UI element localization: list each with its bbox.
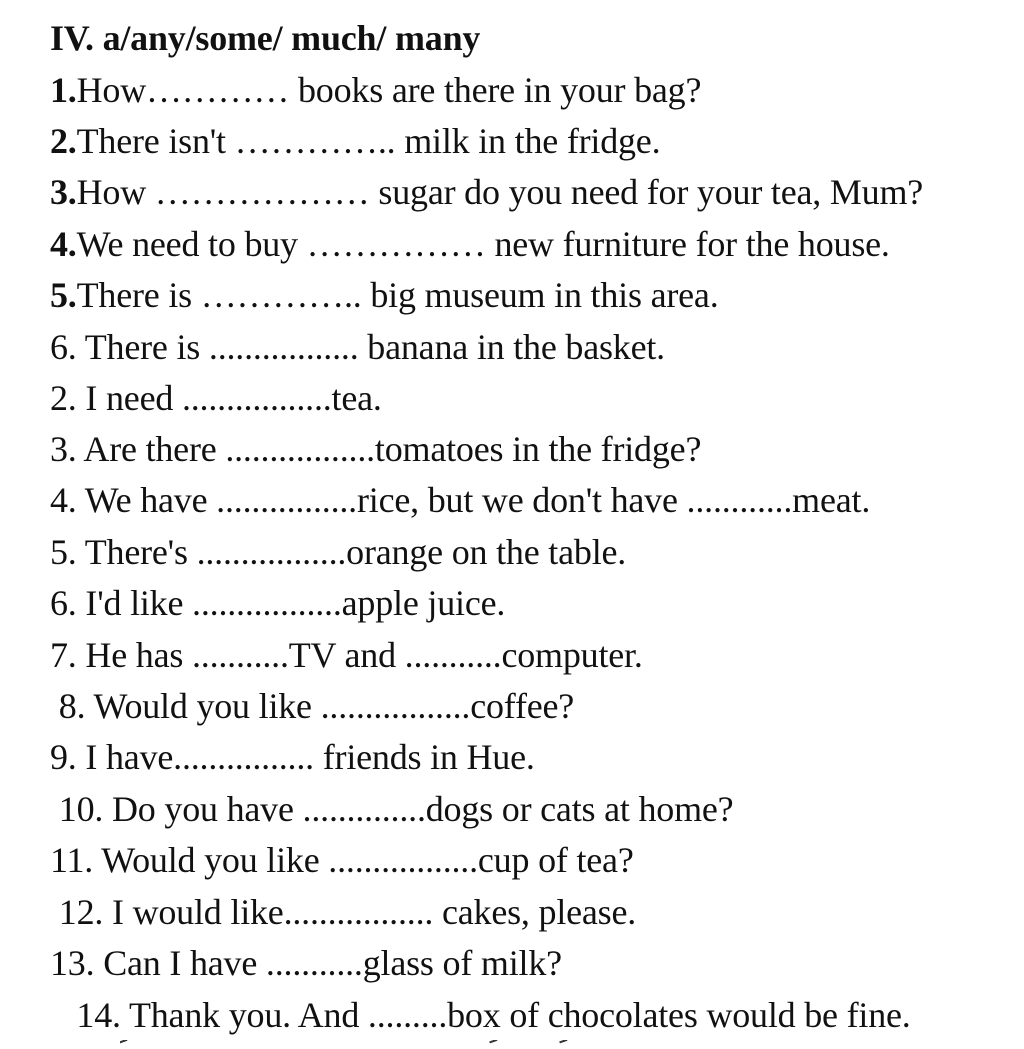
question-item: 3. Are there .................tomatoes in the fridge? [50, 429, 702, 469]
question-number: 2. [50, 121, 77, 161]
question-item [50, 68, 701, 112]
question-item: 5. There's .................orange on the table. [50, 532, 627, 572]
question-number: 4. [50, 224, 77, 264]
question-item: 6. There is ................. banana in the basket. [50, 327, 665, 367]
question-item [50, 119, 660, 163]
question-item: 14. Thank you. And .........box of chocolates would be fine. [50, 995, 911, 1035]
question-item: 13. Can I have ...........glass of milk? [50, 943, 562, 983]
question-text: There is ………….. big museum in this area. [76, 275, 719, 315]
question-item: 6. I'd like .................apple juice. [50, 583, 506, 623]
question-item: 12. I would like................. cakes, please. [50, 892, 637, 932]
question-text: How………… books are there in your bag? [76, 70, 702, 110]
question-text: How ……………… sugar do you need for your tea, Mum? [76, 172, 924, 212]
worksheet-heading: IV. a/any/some/ much/ many [50, 18, 481, 58]
question-number: 5. [50, 275, 77, 315]
question-item [50, 222, 890, 266]
question-text: We need to buy …………… new furniture for the house. [76, 224, 890, 264]
question-item [50, 273, 719, 317]
question-item: 2. I need .................tea. [50, 378, 382, 418]
question-item: 7. He has ...........TV and ...........computer. [50, 635, 643, 675]
question-number: 3. [50, 172, 77, 212]
question-item: 4. We have ................rice, but we don't have ............meat. [50, 480, 871, 520]
question-item [50, 170, 923, 214]
question-text: There isn't ………….. milk in the fridge. [76, 121, 661, 161]
question-number: 1. [50, 70, 77, 110]
cropped-next-line-marks [120, 1040, 620, 1049]
question-item: 9. I have................ friends in Hue. [50, 737, 535, 777]
question-item: 10. Do you have ..............dogs or cats at home? [50, 789, 734, 829]
question-item: 8. Would you like .................coffee? [50, 686, 575, 726]
question-item: 11. Would you like .................cup of tea? [50, 840, 634, 880]
